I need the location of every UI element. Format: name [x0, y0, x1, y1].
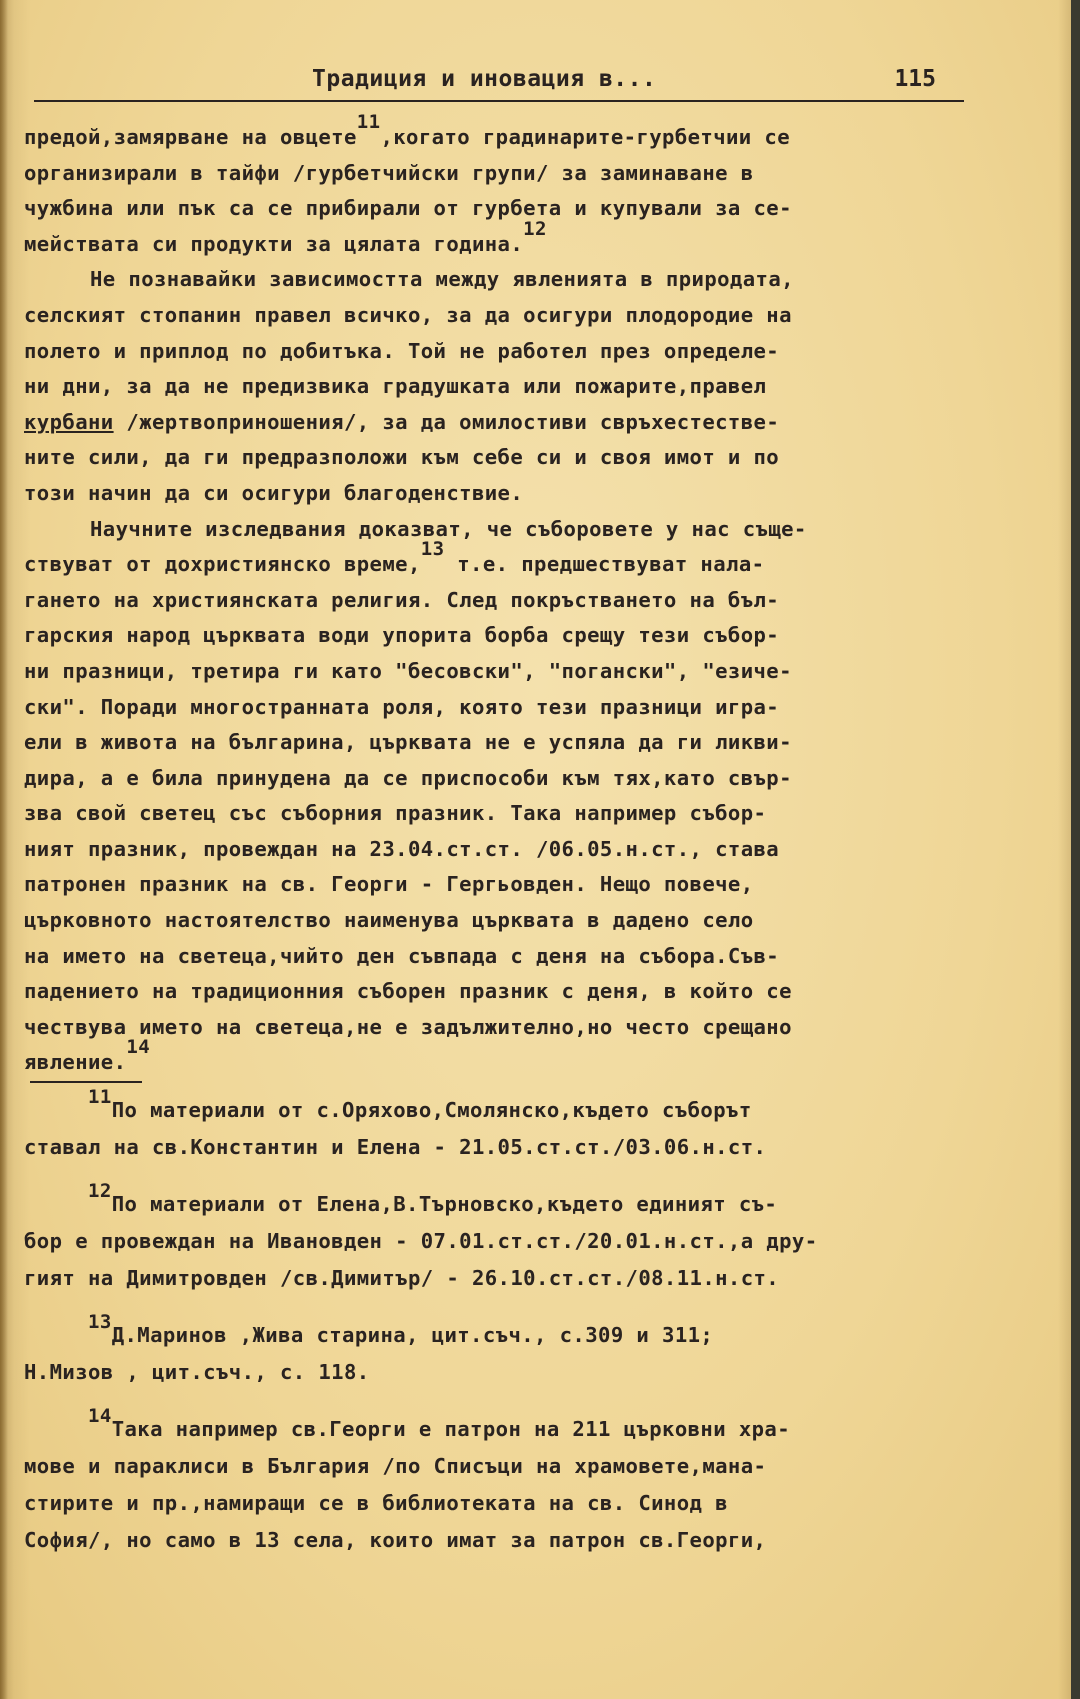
footnote-14-line: мове и параклиси в България /по Списъци на храмовете,мана-	[24, 1454, 767, 1478]
footnote-text: По материали от с.Оряхово,Смолянско,където съборът	[111, 1098, 752, 1122]
text-line: ни празници, третира ги като "бесовски", "погански", "езиче-	[24, 658, 792, 683]
text-line	[24, 405, 974, 441]
text-line: ски". Поради многостранната роля, която тези празници игра-	[24, 694, 780, 719]
footnote-14-line: София/, но само в 13 села, които имат за патрон св.Георги,	[24, 1528, 767, 1552]
footnote-gap	[24, 1297, 979, 1317]
footnote-12-line	[24, 1180, 979, 1223]
text-line: на името на светеца,чийто ден съвпада с деня на събора.Съв-	[24, 943, 780, 968]
footnote-13-line	[24, 1311, 979, 1354]
text-line	[24, 111, 974, 156]
text-segment: ,когато градинарите-гурбетчии се	[380, 125, 791, 149]
footnote-number: 14	[88, 1405, 112, 1427]
text-line: чужбина или пък са се прибирали от гурбета и купували за се-	[24, 196, 792, 221]
page-right-edge-dark	[1071, 0, 1080, 1699]
footnote-gap	[24, 1166, 979, 1186]
text-line: ният празник, провеждан на 23.04.ст.ст. /06.05.н.ст., става	[24, 836, 780, 861]
footnote-ref-14: 14	[126, 1036, 151, 1059]
text-line: зва свой светец със съборния празник. Така например събор-	[24, 801, 767, 826]
footnote-12-line: бор е провеждан на Ивановден - 07.01.ст.ст./20.01.н.ст.,а дру-	[24, 1229, 818, 1253]
footnotes	[24, 1086, 979, 1559]
footnote-text: Така например св.Георги е патрон на 211 църковни хра-	[111, 1417, 791, 1441]
text-line	[24, 217, 974, 263]
text-line: този начин да си осигури благоденствие.	[24, 480, 524, 505]
text-line: ели в живота на българина, църквата не е успяла да ги ликви-	[24, 730, 792, 755]
footnote-11-line: ставал на св.Константин и Елена - 21.05.ст.ст./03.06.н.ст.	[24, 1135, 767, 1159]
text-line: гането на християнската религия. След покръстването на бъл-	[24, 587, 780, 612]
paragraph-start-line: Научните изследвания доказват, че съборовете у нас съще-	[90, 516, 807, 541]
footnote-number: 12	[88, 1180, 112, 1202]
footnote-number: 13	[88, 1311, 112, 1333]
running-header-title: Традиция и иновация в...	[312, 66, 657, 92]
text-line: селският стопанин правел всичко, за да осигури плодородие на	[24, 302, 792, 327]
text-segment: мействата си продукти за цялата година.	[24, 231, 524, 256]
footnote-13-line: Н.Мизов , цит.съч., с. 118.	[24, 1360, 370, 1384]
text-line: патронен празник на св. Георги - Гергьовден. Нещо повече,	[24, 872, 754, 897]
page-number: 115	[894, 66, 936, 92]
text-segment: явление.	[24, 1050, 127, 1075]
text-line: ни дни, за да не предизвика градушката или пожарите,правел	[24, 374, 767, 399]
text-line: падението на традиционния съборен празник с деня, в който се	[24, 979, 792, 1004]
text-segment: предой,замярване на овцете	[24, 125, 357, 149]
footnote-ref-13: 13	[420, 538, 445, 561]
footnote-gap	[24, 1391, 979, 1411]
footnote-text: По материали от Елена,В.Търновско,където единият съ-	[111, 1192, 778, 1216]
text-line	[24, 538, 974, 583]
footnote-11-line	[24, 1086, 979, 1129]
footnote-14-line: стирите и пр.,намиращи се в библиотеката на св. Синод в	[24, 1491, 728, 1515]
footnote-ref-11: 11	[356, 111, 381, 133]
main-text	[24, 111, 974, 1081]
text-line: църковното настоятелство наименува църквата в дадено село	[24, 908, 754, 933]
text-segment: /жертвоприношения/, за да омилостиви свръхестестве-	[113, 409, 780, 434]
underlined-term: курбани	[24, 409, 114, 434]
footnote-number: 11	[88, 1086, 112, 1108]
text-line: гарския народ църквата води упорита борба срещу тези събор-	[24, 623, 780, 648]
text-line: полето и приплод по добитъка. Той не работел през определе-	[24, 338, 780, 363]
footnote-ref-12: 12	[523, 217, 547, 240]
text-segment: ствуват от дохристиянско време,	[24, 552, 421, 577]
footnote-separator	[30, 1081, 142, 1083]
text-line: ните сили, да ги предразположи към себе си и своя имот и по	[24, 445, 780, 470]
running-header	[34, 66, 964, 102]
text-line: чествува името на светеца,не е задължително,но често срещано	[24, 1014, 792, 1039]
footnote-14-line	[24, 1405, 979, 1448]
page-left-edge-shadow	[0, 0, 8, 1699]
paragraph-start-line: Не познавайки зависимостта между явленията в природата,	[90, 267, 794, 292]
text-segment: т.е. предшествуват нала-	[444, 552, 765, 577]
text-line: организирали в тайфи /гурбетчийски групи/ за заминаване в	[24, 160, 754, 185]
text-line: дира, а е била принудена да се приспособи към тях,като свър-	[24, 765, 792, 790]
footnote-text: Д.Маринов ,Жива старина, цит.съч., с.309 и 311;	[111, 1323, 714, 1347]
footnote-12-line: гият на Димитровден /св.Димитър/ - 26.10.ст.ст./08.11.н.ст.	[24, 1266, 780, 1290]
text-line	[24, 1036, 974, 1081]
